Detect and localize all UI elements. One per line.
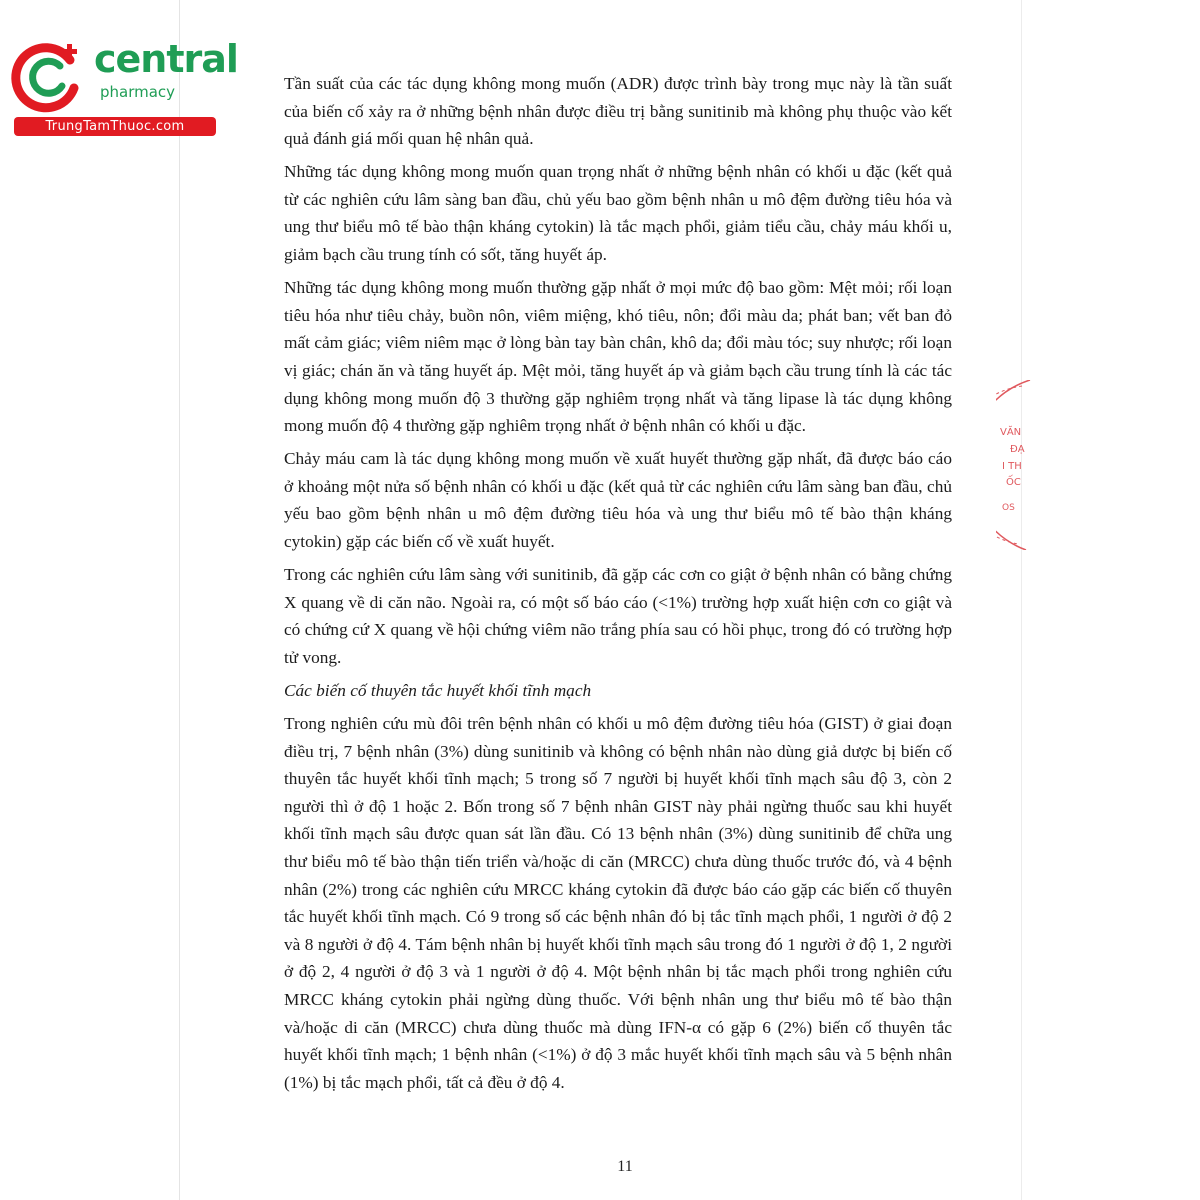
stamp-fragment xyxy=(996,380,1036,550)
paragraph: Trong nghiên cứu mù đôi trên bệnh nhân có khối u mô đệm đường tiêu hóa (GIST) ở giai đoạn điều trị, 7 bệnh nhân (3%) dùng sunitinib và không có bệnh nhân nào dùng giả dược bị biến cố thuyên tắc huyết khối tĩnh mạch; 5 trong số 7 người bị huyết khối tĩnh mạch sâu độ 3, còn 2 người thì ở độ 1 hoặc 2. Bốn trong số 7 bệnh nhân GIST này phải ngừng thuốc sau khi huyết khối tĩnh mạch sâu được quan sát lần đầu. Có 13 bệnh nhân (3%) dùng sunitinib để chữa ung thư biểu mô tế bào thận tiến triển và/hoặc di căn (MRCC) chưa dùng thuốc trước đó, và 4 bệnh nhân (2%) trong các nghiên cứu MRCC kháng cytokin đã được báo cáo gặp các biến cố thuyên tắc huyết khối tĩnh mạch. Có 9 trong số các bệnh nhân đó bị tắc tĩnh mạch phổi, 1 người ở độ 2 và 8 người ở độ 4. Tám bệnh nhân bị huyết khối tĩnh mạch sâu trong đó 1 người ở độ 1, 2 người ở độ 2, 4 người ở độ 3 và 1 người ở độ 4. Một bệnh nhân bị tắc mạch phổi trong nghiên cứu MRCC kháng cytokin phải ngừng dùng thuốc. Với bệnh nhân ung thư biểu mô tế bào thận và/hoặc di căn (MRCC) chưa dùng thuốc mà dùng IFN-α có gặp 6 (2%) biến cố thuyên tắc huyết khối tĩnh mạch; 1 bệnh nhân (<1%) ở độ 3 mắc huyết khối tĩnh mạch sâu và 5 bệnh nhân (1%) bị tắc mạch phổi, tất cả đều ở độ 4. xyxy=(284,714,952,1092)
page-edge-right xyxy=(1021,0,1022,1200)
stamp-text-1: VĂN xyxy=(1000,427,1022,438)
logo-subtitle: pharmacy xyxy=(100,83,176,101)
paragraph: Những tác dụng không mong muốn quan trọng nhất ở những bệnh nhân có khối u đặc (kết quả từ các nghiên cứu lâm sàng ban đầu, chủ yếu bao gồm bệnh nhân u mô đệm đường tiêu hóa và ung thư biểu mô tế bào thận kháng cytokin) là tắc mạch phổi, giảm tiểu cầu, chảy máu khối u, giảm bạch cầu trung tính có sốt, tăng huyết áp. xyxy=(284,162,952,265)
stamp-text-2: ĐẠ xyxy=(1010,444,1025,455)
section-subheading: Các biến cố thuyên tắc huyết khối tĩnh mạch xyxy=(284,680,592,700)
page-number: 11 xyxy=(617,1158,633,1175)
paragraph: Những tác dụng không mong muốn thường gặp nhất ở mọi mức độ bao gồm: Mệt mỏi; rối loạn tiêu hóa như tiêu chảy, buồn nôn, viêm miệng, khó tiêu, nôn; đổi màu da; phát ban; vết ban đỏ mất cảm giác; viêm niêm mạc ở lòng bàn tay bàn chân, khô da; đổi màu tóc; suy nhược; rối loạn vị giác; chán ăn và tăng huyết áp. Mệt mỏi, tăng huyết áp và giảm bạch cầu trung tính là các tác dụng không mong muốn độ 3 thường gặp nghiêm trọng nhất và tăng lipase là tác dụng không mong muốn độ 4 thường gặp nghiêm trọng nhất ở bệnh nhân có khối u đặc. xyxy=(284,278,952,436)
pharmacy-c-cross-icon xyxy=(8,36,88,116)
page-edge-left xyxy=(179,0,180,1200)
central-pharmacy-logo[interactable] xyxy=(8,36,238,136)
paragraph: Chảy máu cam là tác dụng không mong muốn về xuất huyết thường gặp nhất, đã được báo cáo ở khoảng một nửa số bệnh nhân có khối u đặc (kết quả từ các nghiên cứu lâm sàng ban đầu, chủ yếu bao gồm bệnh nhân u mô đệm đường tiêu hóa và ung thư biểu mô tế bào thận kháng cytokin) gặp các biến cố về xuất huyết. xyxy=(284,449,952,551)
document-body xyxy=(284,70,952,1102)
logo-name: central xyxy=(94,37,238,81)
logo-banner: TrungTamThuoc.com xyxy=(14,117,216,136)
stamp-text-3: I TH xyxy=(1002,461,1022,472)
stamp-text-5: OS xyxy=(1002,503,1015,513)
paragraph: Tần suất của các tác dụng không mong muốn (ADR) được trình bày trong mục này là tần suất của biến cố xảy ra ở những bệnh nhân được điều trị bằng sunitinib mà không phụ thuộc vào kết quả đánh giá mối quan hệ nhân quả. xyxy=(284,74,952,149)
stamp-text-4: ỐC xyxy=(1006,477,1021,488)
paragraph: Trong các nghiên cứu lâm sàng với sunitinib, đã gặp các cơn co giật ở bệnh nhân có bằng chứng X quang về di căn não. Ngoài ra, có một số báo cáo (<1%) trường hợp xuất hiện cơn co giật và có chứng cứ X quang về hội chứng viêm não trắng phía sau có hồi phục, trong đó có trường hợp tử vong. xyxy=(284,565,952,667)
